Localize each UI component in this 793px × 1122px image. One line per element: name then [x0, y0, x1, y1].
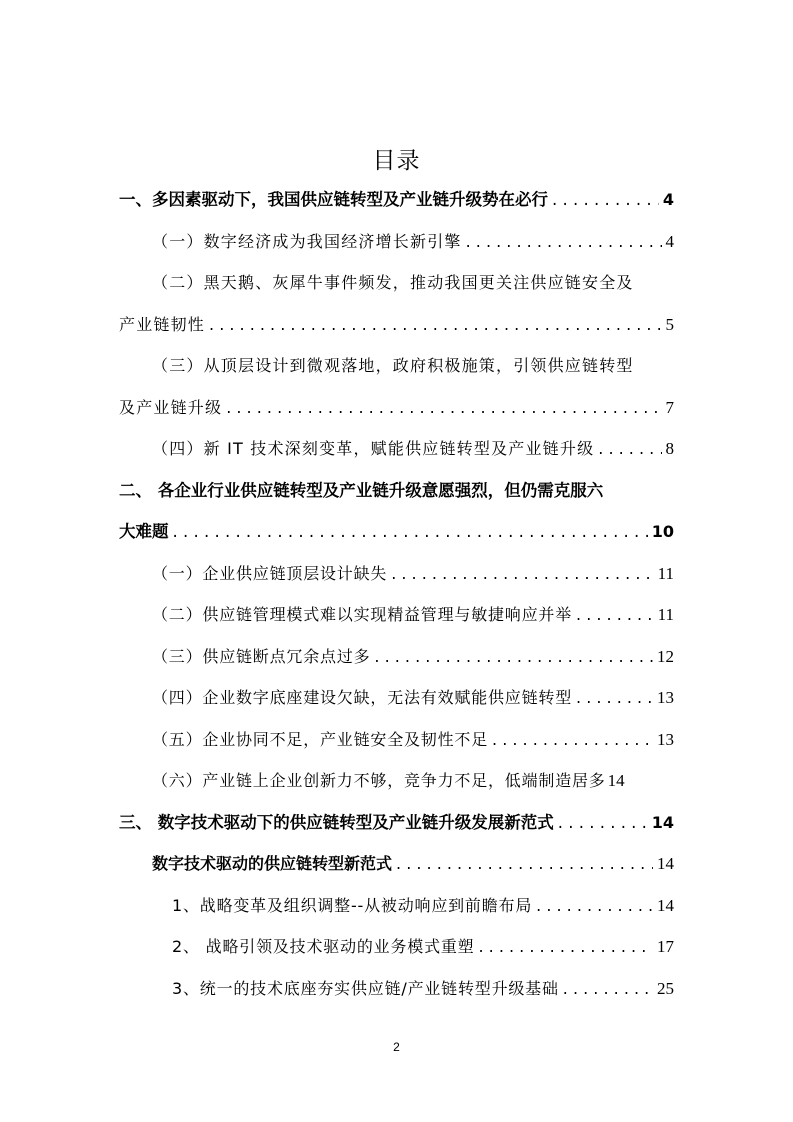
- toc-entry-text: 产业链韧性: [119, 315, 206, 334]
- toc-entry-section-1-3[interactable]: [152, 354, 674, 378]
- toc-entry-section-2-4[interactable]: [152, 686, 674, 710]
- toc-entry-page: 4: [662, 190, 674, 209]
- toc-entry-page: 7: [665, 398, 674, 417]
- toc-entry-text: 大难题: [119, 522, 169, 541]
- toc-entry-section-1-4[interactable]: [152, 437, 674, 461]
- toc-entry-page: 11: [657, 564, 674, 583]
- toc-entry-chapter-2[interactable]: [119, 479, 674, 503]
- toc-entry-section-1-2-continued[interactable]: [119, 313, 674, 337]
- toc-entry-text: 二、 各企业行业供应链转型及产业链升级意愿强烈，但仍需克服六: [119, 481, 604, 500]
- toc-entry-page: 17: [657, 937, 674, 956]
- toc-entry-text: （三）从顶层设计到微观落地，政府积极施策，引领供应链转型: [152, 356, 634, 375]
- toc-entry-text: （一）数字经济成为我国经济增长新引擎: [152, 232, 462, 251]
- toc-entry-page: 4: [665, 232, 674, 251]
- dot-leader: [558, 811, 648, 835]
- dot-leader: [563, 977, 653, 1001]
- toc-entry-text: 1、战略变革及组织调整--从被动响应到前瞻布局: [172, 896, 533, 915]
- toc-entry-section-2-2[interactable]: [152, 603, 674, 627]
- toc-entry-text: （二）供应链管理模式难以实现精益管理与敏捷响应并举: [152, 605, 573, 624]
- toc-entry-page: 13: [657, 730, 674, 749]
- toc-entry-text: 3、统一的技术底座夯实供应链/产业链转型升级基础: [172, 979, 559, 998]
- toc-entry-page: 11: [657, 605, 674, 624]
- dot-leader: [576, 603, 654, 627]
- toc-entry-page: 14: [607, 771, 625, 790]
- toc-entry-item-3-1-3[interactable]: [172, 977, 674, 1001]
- toc-entry-chapter-1[interactable]: [119, 188, 674, 212]
- toc-entry-page: 8: [665, 439, 674, 458]
- toc-entry-section-3-1[interactable]: [152, 852, 674, 876]
- dot-leader: [173, 520, 648, 544]
- dot-leader: [536, 894, 653, 918]
- dot-leader: [478, 935, 653, 959]
- dot-leader: [226, 396, 661, 420]
- toc-entry-text: （六）产业链上企业创新力不够，竞争力不足，低端制造居多: [152, 771, 606, 790]
- toc-entry-page: 10: [651, 522, 674, 541]
- toc-entry-page: 13: [657, 688, 674, 707]
- toc-entry-text: （一）企业供应链顶层设计缺失: [152, 564, 388, 583]
- toc-entry-page: 5: [665, 315, 674, 334]
- toc-entry-page: 14: [657, 896, 674, 915]
- toc-entry-text: （五）企业协同不足，产业链安全及韧性不足: [152, 730, 489, 749]
- dot-leader: [492, 728, 653, 752]
- toc-entry-section-1-2[interactable]: [152, 271, 674, 295]
- toc-entry-item-3-1-1[interactable]: [172, 894, 674, 918]
- toc-entry-chapter-2-continued[interactable]: [119, 520, 674, 544]
- dot-leader: [466, 230, 662, 254]
- dot-leader: [209, 313, 661, 337]
- toc-entry-section-2-5[interactable]: [152, 728, 674, 752]
- dot-leader: [374, 645, 653, 669]
- toc-entry-text: 2、 战略引领及技术驱动的业务模式重塑: [172, 937, 475, 956]
- toc-entry-text: 数字技术驱动的供应链转型新范式: [152, 854, 393, 873]
- dot-leader: [396, 852, 653, 876]
- toc-entry-item-3-1-2[interactable]: [172, 935, 674, 959]
- toc-entry-section-1-3-continued[interactable]: [119, 396, 674, 420]
- toc-entry-chapter-3[interactable]: [119, 811, 674, 835]
- page-number: 2: [393, 1040, 400, 1054]
- toc-entry-text: 及产业链升级: [119, 398, 223, 417]
- dot-leader: [598, 437, 661, 461]
- dot-leader: [552, 188, 659, 212]
- toc-entry-text: 一、多因素驱动下，我国供应链转型及产业链升级势在必行: [119, 190, 548, 209]
- toc-entry-page: 25: [657, 979, 674, 998]
- toc-entry-text: （四）企业数字底座建设欠缺，无法有效赋能供应链转型: [152, 688, 573, 707]
- toc-title: 目录: [372, 148, 421, 174]
- dot-leader: [576, 686, 653, 710]
- dot-leader: [391, 562, 653, 586]
- toc-entry-section-2-3[interactable]: [152, 645, 674, 669]
- toc-entry-section-2-6[interactable]: [152, 769, 674, 793]
- toc-entry-page: 14: [657, 854, 674, 873]
- toc-entry-page: 14: [651, 813, 674, 832]
- toc-entry-text: （三）供应链断点冗余点过多: [152, 647, 371, 666]
- toc-entry-section-1-1[interactable]: [152, 230, 674, 254]
- toc-entry-text: （四）新 IT 技术深刻变革，赋能供应链转型及产业链升级: [152, 439, 595, 458]
- toc-entry-text: （二）黑天鹅、灰犀牛事件频发，推动我国更关注供应链安全及: [152, 273, 634, 292]
- toc-entry-page: 12: [657, 647, 674, 666]
- toc-entry-text: 三、 数字技术驱动下的供应链转型及产业链升级发展新范式: [119, 813, 554, 832]
- toc-entry-section-2-1[interactable]: [152, 562, 674, 586]
